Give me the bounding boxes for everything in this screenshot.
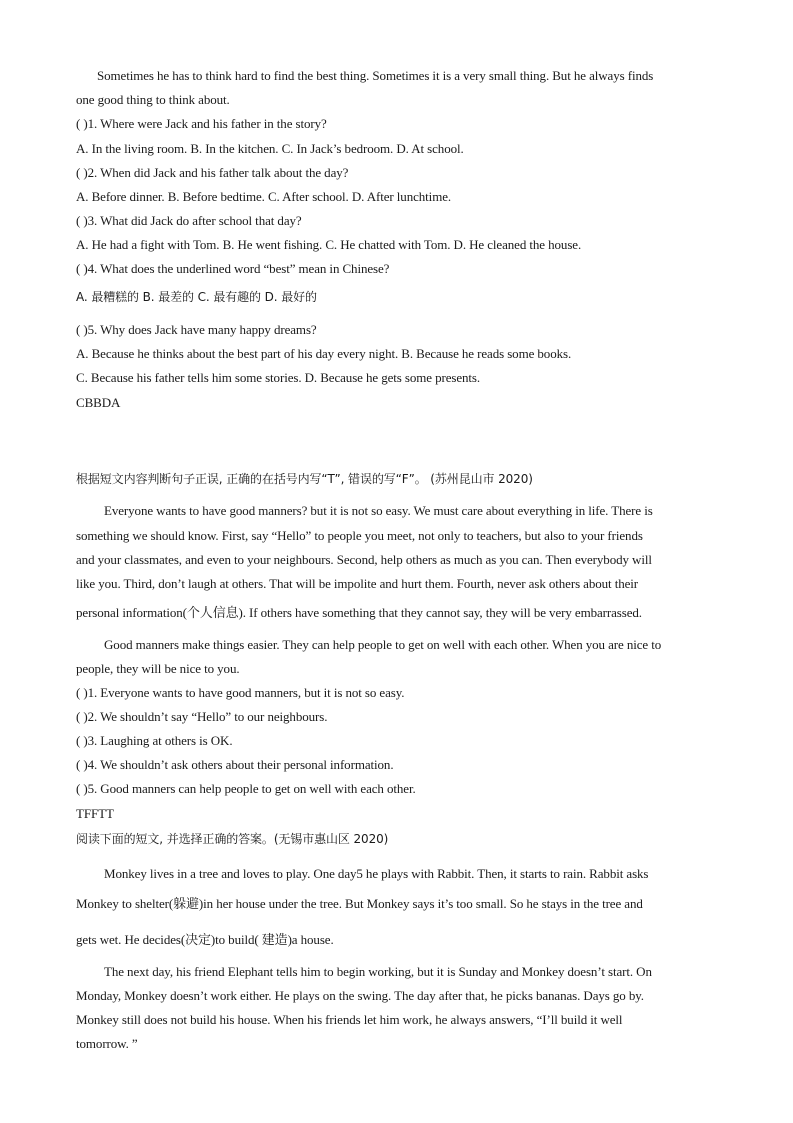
passage-line: The next day, his friend Elephant tells him to begin working, but it is Sunday and Monkey doesn’t start. On bbox=[104, 964, 652, 979]
passage-line: Monday, Monkey doesn’t work either. He plays on the swing. The day after that, he picks bananas. Days go by. bbox=[76, 988, 644, 1003]
section-instruction: 阅读下面的短文, 并选择正确的答案。(无锡市惠山区 2020) bbox=[76, 832, 389, 846]
question-4-options: A. 最糟糕的 B. 最差的 C. 最有趣的 D. 最好的 bbox=[76, 290, 317, 304]
question-2: ( )2. When did Jack and his father talk about the day? bbox=[76, 165, 349, 180]
passage-line: Monkey lives in a tree and loves to play. One day5 he plays with Rabbit. Then, it starts to rain. Rabbit asks bbox=[104, 866, 649, 881]
passage-line: Monkey still does not build his house. When his friends let him work, he always answers, “I’ll build it well bbox=[76, 1012, 623, 1027]
passage-line: people, they will be nice to you. bbox=[76, 661, 240, 676]
passage-line: Monkey to shelter(躲避)in her house under the tree. But Monkey says it’s too small. So he stays in the tree and bbox=[76, 896, 643, 911]
question-5-options-cont: C. Because his father tells him some stories. D. Because he gets some presents. bbox=[76, 370, 481, 385]
passage-line: like you. Third, don’t laugh at others. That will be impolite and hurt them. Fourth, never ask others about their bbox=[76, 576, 639, 591]
passage-line: something we should know. First, say “Hello” to people you meet, not only to teachers, but also to your friends bbox=[76, 528, 643, 543]
section-instruction: 根据短文内容判断句子正误, 正确的在括号内写“T”, 错误的写“F”。 (苏州昆山市 2020) bbox=[76, 472, 533, 486]
statement-4: ( )4. We shouldn’t ask others about their personal information. bbox=[76, 757, 394, 772]
question-1: ( )1. Where were Jack and his father in the story? bbox=[76, 116, 327, 131]
statement-3: ( )3. Laughing at others is OK. bbox=[76, 733, 233, 748]
passage-line: Sometimes he has to think hard to find the best thing. Sometimes it is a very small thing. But he always finds bbox=[97, 68, 654, 83]
question-2-options: A. Before dinner. B. Before bedtime. C. After school. D. After lunchtime. bbox=[76, 189, 452, 204]
passage-line: one good thing to think about. bbox=[76, 92, 230, 107]
statement-5: ( )5. Good manners can help people to get on well with each other. bbox=[76, 781, 416, 796]
passage-line: Everyone wants to have good manners? but it is not so easy. We must care about everything in life. There is bbox=[104, 503, 653, 518]
question-5: ( )5. Why does Jack have many happy dreams? bbox=[76, 322, 317, 337]
question-3: ( )3. What did Jack do after school that day? bbox=[76, 213, 302, 228]
passage-line: tomorrow. ” bbox=[76, 1036, 138, 1051]
passage-line: personal information(个人信息). If others have something that they cannot say, they will be very embarrassed. bbox=[76, 605, 642, 620]
question-3-options: A. He had a fight with Tom. B. He went fishing. C. He chatted with Tom. D. He cleaned the house. bbox=[76, 237, 582, 252]
passage-line: Good manners make things easier. They can help people to get on well with each other. When you are nice to bbox=[104, 637, 662, 652]
question-4: ( )4. What does the underlined word “best” mean in Chinese? bbox=[76, 261, 390, 276]
passage-line: gets wet. He decides(决定)to build( 建造)a house. bbox=[76, 932, 334, 947]
statement-1: ( )1. Everyone wants to have good manners, but it is not so easy. bbox=[76, 685, 405, 700]
question-5-options: A. Because he thinks about the best part of his day every night. B. Because he reads some books. bbox=[76, 346, 572, 361]
statement-2: ( )2. We shouldn’t say “Hello” to our neighbours. bbox=[76, 709, 328, 724]
answer-key: TFFTT bbox=[76, 806, 114, 821]
answer-key: CBBDA bbox=[76, 395, 121, 410]
question-1-options: A. In the living room. B. In the kitchen. C. In Jack’s bedroom. D. At school. bbox=[76, 141, 464, 156]
passage-line: and your classmates, and even to your neighbours. Second, help others as much as you can. Then everybody will bbox=[76, 552, 652, 567]
